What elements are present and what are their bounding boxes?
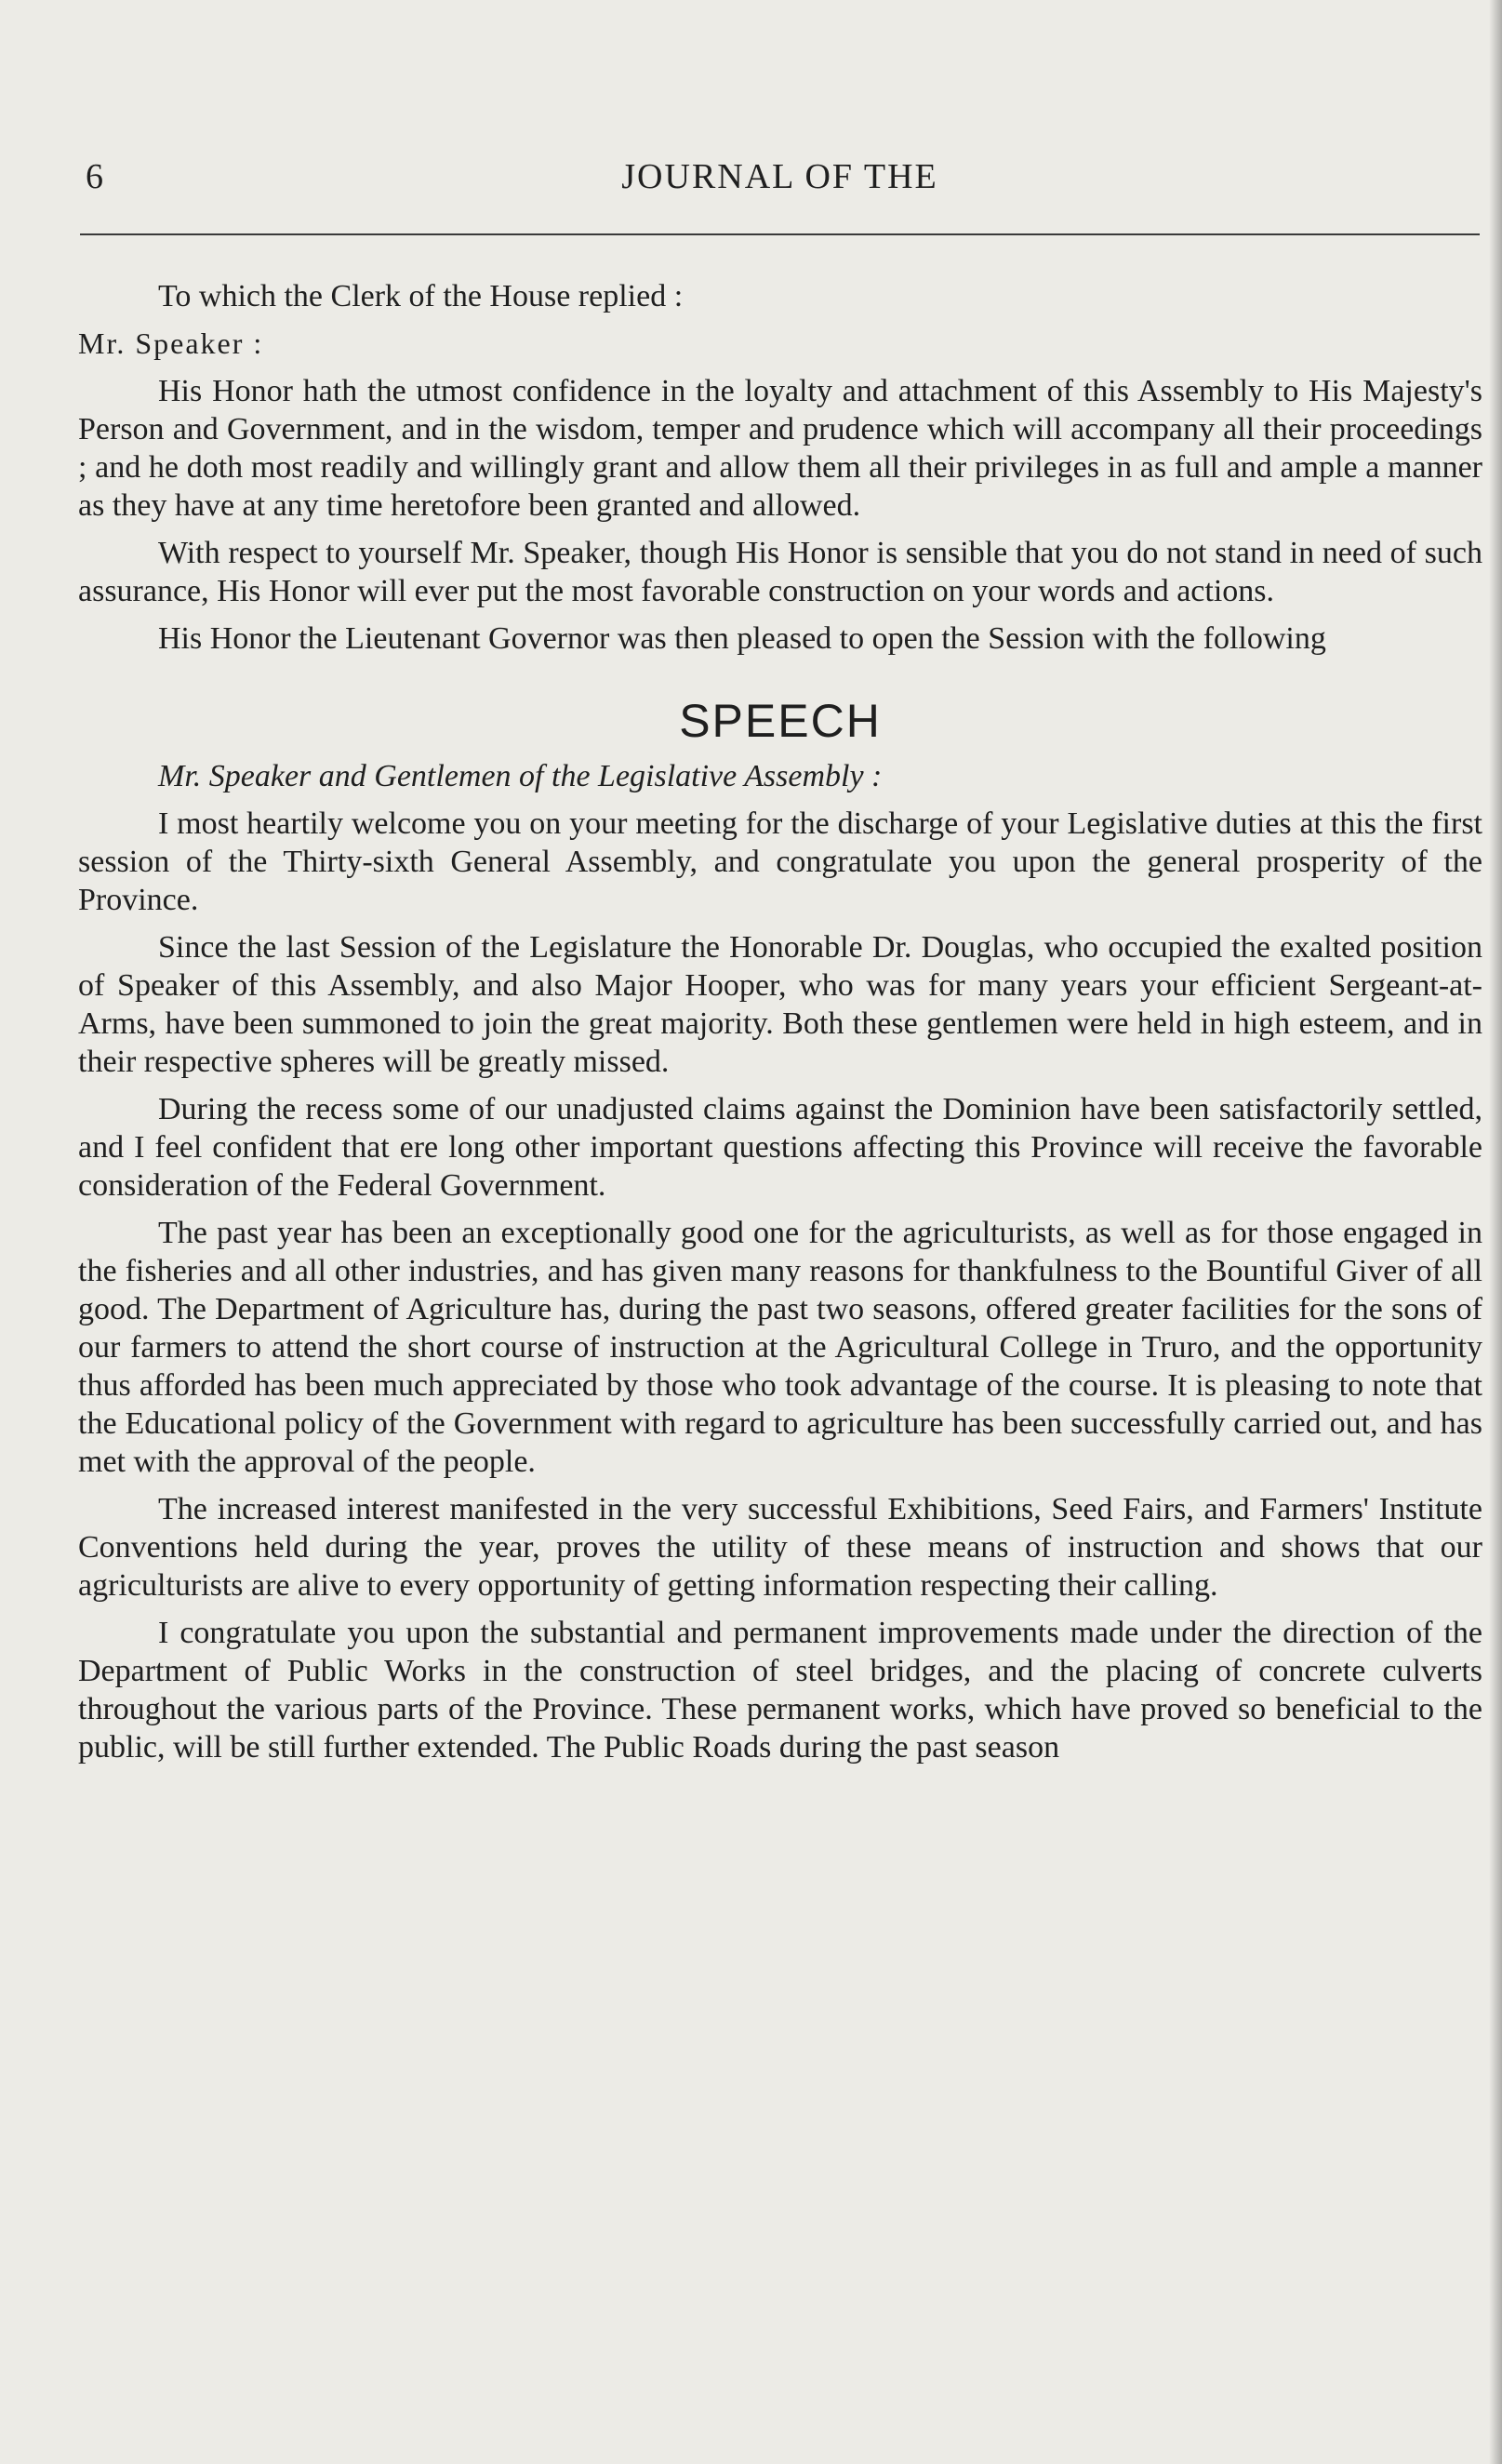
page-edge-shadow [1489,0,1502,2464]
body-text [78,277,1482,1776]
header-rule [80,233,1480,235]
page-header [80,156,1480,212]
page-number: 6 [86,157,104,196]
clerk-reply-intro: To which the Clerk of the House replied : [158,279,684,313]
speech-paragraph: During the recess some of our unadjusted claims against the Dominion have been satisfactorily settled, and I feel confident that ere long other important questions affecting this Province will receive the favorable consideration of the Federal Government. [78,1092,1482,1203]
running-title: JOURNAL OF THE [621,157,938,196]
speech-paragraph: The past year has been an exceptionally good one for the agriculturists, as well as for those engaged in the fisheries and all other industries, and has given many reasons for thankfulness to the Bountiful Giver of all good. The Department of Agriculture has, during the past two seasons, offered greater facilities for the sons of our farmers to attend the short course of instruction at the Agricultural College in Truro, and the opportunity thus afforded has been much appreciated by those who took advantage of the course. It is pleasing to note that the Educational policy of the Government with regard to agriculture has been successfully carried out, and has met with the approval of the people. [78,1216,1482,1479]
paragraph: His Honor the Lieutenant Governor was then pleased to open the Session with the following [158,621,1326,656]
speech-paragraph: Since the last Session of the Legislature the Honorable Dr. Douglas, who occupied the exalted position of Speaker of this Assembly, and also Major Hooper, who was for many years your efficient Sergeant-at-Arms, have been summoned to join the great majority. Both these gentlemen were held in high esteem, and in their respective spheres will be greatly missed. [78,930,1482,1079]
speech-paragraph: The increased interest manifested in the very successful Exhibitions, Seed Fairs, and Farmers' Institute Conventions held during the year, proves the utility of these means of instruction and shows that our agriculturists are alive to every opportunity of getting information respecting their calling. [78,1492,1482,1603]
speech-heading: SPEECH [679,695,882,747]
paragraph: His Honor hath the utmost confidence in the loyalty and attachment of this Assembly to His Majesty's Person and Government, and in the wisdom, temper and prudence which will accompany all their proceedings ; and he doth most readily and willingly grant and allow them all their privileges in as full and ample a manner as they have at any time heretofore been granted and allowed. [78,374,1482,523]
speech-address: Mr. Speaker and Gentlemen of the Legislative Assembly : [158,759,883,793]
speech-paragraph: I congratulate you upon the substantial and permanent improvements made under the direction of the Department of Public Works in the construction of steel bridges, and the placing of concrete culverts throughout the various parts of the Province. These permanent works, which have proved so beneficial to the public, will be still further extended. The Public Roads during the past season [78,1616,1482,1765]
speech-paragraph: I most heartily welcome you on your meeting for the discharge of your Legislative duties at this the first session of the Thirty-sixth General Assembly, and congratulate you upon the general prosperity of the Province. [78,806,1482,917]
paragraph: With respect to yourself Mr. Speaker, though His Honor is sensible that you do not stand in need of such assurance, His Honor will ever put the most favorable construction on your words and actions. [78,536,1482,608]
salutation: Mr. Speaker : [78,326,264,360]
